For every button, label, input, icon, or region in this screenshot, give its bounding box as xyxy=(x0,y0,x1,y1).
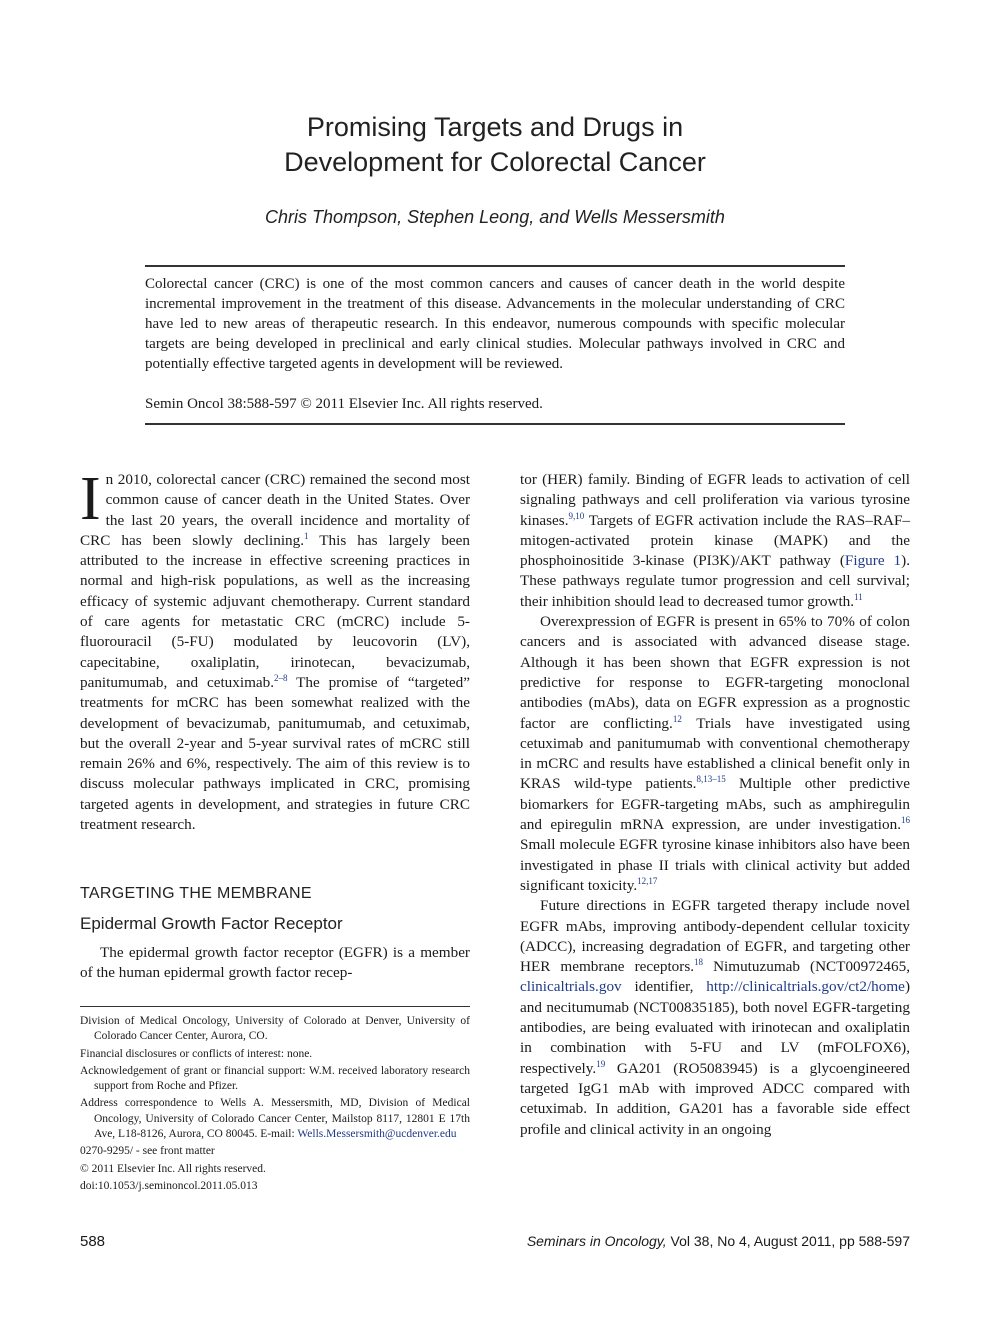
clinicaltrials-link[interactable]: clinicaltrials.gov xyxy=(520,978,622,996)
body-paragraph: Future directions in EGFR targeted therapy include novel EGFR mAbs, improving antibody-dependent cellular toxicity (ADCC), increasing degradation of EGFR, and targeting other HER membrane receptors.$^{18}$ Nimutuzumab (NCT00972465, clinicaltrials.gov identifier, http://clinicaltrials.gov/ct2/home) and necitumumab (NCT00835185), both novel EGFR-targeting antibodies, are being evaluated with irinotecan and oxaliplatin in combination with 5-FU and LV (mFOLFOX6), respectively.$^{19}$ GA201 (RO5083945) is a glycoengineered targeted IgG1 mAb with improved ADCC compared with cetuximab. In addition, GA201 has a favorable side effect profile and clinical activity in an ongoing xyxy=(520,897,911,1138)
abstract-box xyxy=(145,265,845,425)
clinicaltrials-url-link[interactable]: http://clinicaltrials.gov/ct2/home xyxy=(706,978,905,996)
reference-link[interactable]: 1 xyxy=(304,530,309,541)
footnote-issn: 0270-9295/ - see front matter xyxy=(80,1145,215,1158)
egfr-paragraph: The epidermal growth factor receptor (EGFR) is a member of the human epidermal growth factor recep- xyxy=(80,944,470,982)
article-title xyxy=(0,110,990,180)
reference-link[interactable]: 19 xyxy=(596,1058,606,1069)
abstract-citation: Semin Oncol 38:588-597 © 2011 Elsevier Inc. All rights reserved. xyxy=(145,396,543,412)
reference-link[interactable]: 2–8 xyxy=(274,672,288,683)
right-column xyxy=(520,470,910,1140)
footnote-affiliation: Division of Medical Oncology, University of Colorado at Denver, University of Colorado Cancer Center, Aurora, CO. xyxy=(80,1015,470,1043)
title-line-1: Promising Targets and Drugs in xyxy=(306,112,684,142)
author-list: Chris Thompson, Stephen Leong, and Wells Messersmith xyxy=(265,207,725,227)
body-paragraph: Overexpression of EGFR is present in 65% to 70% of colon cancers and is associated with advanced disease stage. Although it has been shown that EGFR expression is not predictive for response to EGFR-targeting monoclonal antibodies (mAbs), data on EGFR expression as a prognostic factor are conflicting.$^{12}$ Trials have investigated using cetuximab and panitumumab with conventional chemotherapy in mCRC and results have established a clinical benefit only in KRAS wild-type patients.$^{8,13-15}$ Multiple other predictive biomarkers for EGFR-targeting mAbs, such as amphiregulin and epiregulin mRNA expression, are under investigation.$^{16}$ Small molecule EGFR tyrosine kinase inhibitors also have been investigated in phase II trials with clinical activity but added significant toxicity.$^{12,17}$ xyxy=(520,613,910,894)
footnote-doi: doi:10.1053/j.seminoncol.2011.05.013 xyxy=(80,1179,258,1192)
title-line-2: Development for Colorectal Cancer xyxy=(284,147,706,177)
footnote-copyright: © 2011 Elsevier Inc. All rights reserved. xyxy=(80,1162,266,1175)
page-number: 588 xyxy=(80,1233,106,1250)
figure-link[interactable]: Figure 1 xyxy=(844,552,902,570)
body-paragraph: tor (HER) family. Binding of EGFR leads to activation of cell signaling pathways and cell proliferation via various tyrosine kinases.$^{9,10}$ Targets of EGFR activation include the RAS–RAF–mitogen-activated protein kinase (MAPK) and the phosphoinositide 3-kinase (PI3K)/AKT pathway (Figure 1). These pathways regulate tumor progression and cell survival; their inhibition should lead to decreased tumor growth.$^{11}$ xyxy=(520,471,910,610)
reference-link[interactable]: 16 xyxy=(901,814,910,825)
journal-citation xyxy=(527,1233,910,1249)
abstract-text: Colorectal cancer (CRC) is one of the most common cancers and causes of cancer death in the world despite incremental improvement in the treatment of this disease. Advancements in the molecular understanding of CRC have led to new areas of therapeutic research. In this endeavor, numerous compounds with specific molecular targets are being developed in preclinical and early clinical studies. Molecular pathways involved in CRC and potentially effective targeted agents in development will be reviewed. xyxy=(145,276,845,372)
section-heading: TARGETING THE MEMBRANE xyxy=(80,885,312,902)
left-column-intro xyxy=(80,465,470,835)
intro-paragraph: In 2010, colorectal cancer (CRC) remained the second most common cause of cancer death in the United States. Over the last 20 years, the overall incidence and mortality of CRC has been slowly declining.$^1$ This has largely been attributed to the increase in effective screening practices in normal and high-risk populations, as well as the increasing efficacy of systemic adjuvant chemotherapy. Current standard of care agents for metastatic CRC (mCRC) include 5-fluorouracil (5-FU) modulated by leucovorin (LV), capecitabine, oxaliplatin, irinotecan, bevacizumab, panitumumab, and cetuximab.$^{2-8}$ The promise of “targeted” treatments for mCRC has been somewhat realized with the development of bevacizumab, panitumumab, and cetuximab, but the overall 2-year and 5-year survival rates of mCRC still remain 26% and 6%, respectively. The aim of this review is to discuss molecular pathways implicated in CRC, promising targeted agents in development, and strategies in future CRC treatment research. xyxy=(80,465,470,834)
footnote-acknowledgement: Acknowledgement of grant or financial support: W.M. received laboratory research support from Roche and Pfizer. xyxy=(80,1064,470,1093)
journal-details: Vol 38, No 4, August 2011, pp 588-597 xyxy=(666,1233,910,1249)
footnote-disclosures: Financial disclosures or conflicts of interest: none. xyxy=(80,1047,313,1060)
footnote-divider xyxy=(80,1006,470,1007)
reference-link[interactable]: 9,10 xyxy=(568,510,585,521)
reference-link[interactable]: 18 xyxy=(694,957,704,968)
left-column-egfr xyxy=(80,943,470,984)
subsection-heading: Epidermal Growth Factor Receptor xyxy=(80,914,343,933)
reference-link[interactable]: 11 xyxy=(854,591,863,602)
email-link[interactable]: Wells.Messersmith@ucdenver.edu xyxy=(297,1128,457,1141)
drop-cap: I xyxy=(80,465,101,533)
footnote-address: Address correspondence to Wells A. Messersmith, MD, Division of Medical Oncology, University of Colorado Cancer Center, Mailstop 8117, 12801 E 17th Ave, L18-8126, Aurora, CO 80045. E-mail: Wells.Messersmith@ucdenver.edu xyxy=(80,1097,470,1141)
reference-link[interactable]: 12,17 xyxy=(637,875,658,886)
footnotes xyxy=(80,1014,470,1196)
reference-link[interactable]: 8,13–15 xyxy=(696,774,726,785)
reference-link[interactable]: 12 xyxy=(672,713,682,724)
journal-name: Seminars in Oncology, xyxy=(526,1233,667,1249)
